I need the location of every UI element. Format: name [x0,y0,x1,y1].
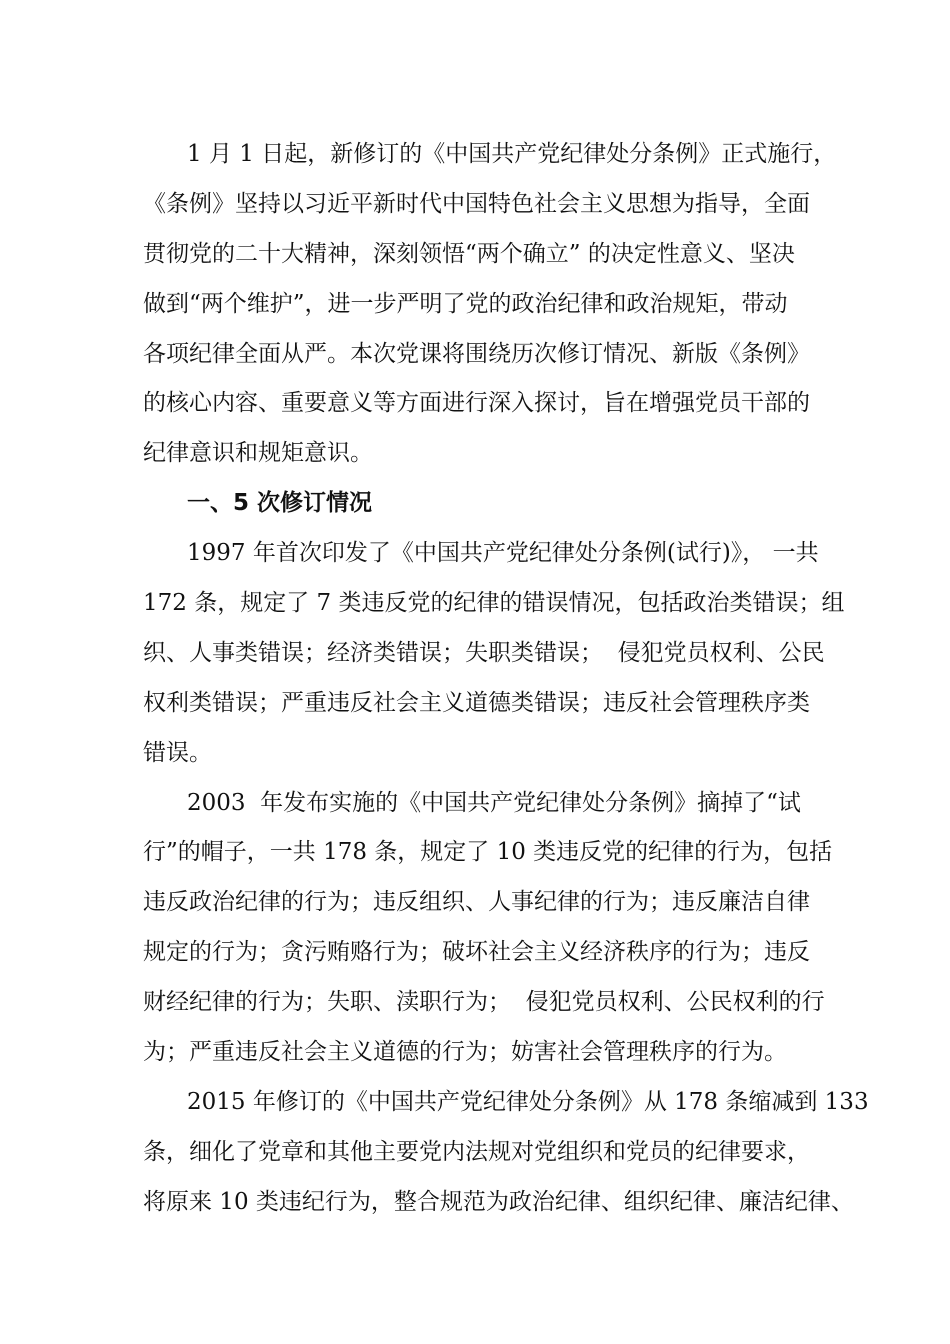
text-line: 做到“两个维护”，进一步严明了党的政治纪律和政治规矩，带动 [143,290,788,317]
text-line: 贯彻党的二十大精神，深刻领悟“两个确立” 的决定性意义、坚决 [143,240,795,267]
text-line: 财经纪律的行为；失职、渎职行为； 侵犯党员权利、公民权利的行 [143,989,825,1016]
text-line: 违反政治纪律的行为；违反组织、人事纪律的行为；违反廉洁自律 [143,889,810,916]
document-body [143,130,869,1228]
text-line: 各项纪律全面从严。本次党课将围绕历次修订情况、新版《条例》 [143,340,810,367]
text-line: 条，细化了党章和其他主要党内法规对党组织和党员的纪律要求， [143,1138,810,1165]
section-heading [143,479,823,529]
text-line: 错误。 [143,739,212,766]
text-line: 为；严重违反社会主义道德的行为；妨害社会管理秩序的行为。 [143,1039,787,1066]
text-line: 2015 年修订的《中国共产党纪律处分条例》从 178 条缩减到 133 [187,1088,869,1115]
text-line: 行”的帽子，一共 178 条，规定了 10 类违反党的纪律的行为，包括 [143,839,833,866]
text-line: 2003 年发布实施的《中国共产党纪律处分条例》摘掉了“试 [187,789,801,816]
text-line: 权利类错误；严重违反社会主义道德类错误；违反社会管理秩序类 [143,689,810,716]
text-line: 纪律意识和规矩意识。 [143,440,373,467]
text-line: 1997 年首次印发了《中国共产党纪律处分条例(试行)》， 一共 [187,540,819,567]
text-line: 将原来 10 类违纪行为，整合规范为政治纪律、组织纪律、廉洁纪律、 [143,1188,854,1215]
paragraph-1997 [143,529,845,778]
text-line: 织、人事类错误；经济类错误；失职类错误； 侵犯党员权利、公民 [143,639,825,666]
section-heading-text: 一、5 次修订情况 [187,490,373,517]
paragraph-2015 [143,1078,869,1228]
paragraph-2003 [143,779,833,1078]
text-line: 172 条，规定了 7 类违反党的纪律的错误情况，包括政治类错误；组 [143,590,845,617]
text-line: 《条例》坚持以习近平新时代中国特色社会主义思想为指导，全面 [143,190,810,217]
text-line: 1 月 1 日起，新修订的《中国共产党纪律处分条例》正式施行， [187,141,837,167]
paragraph-intro [143,130,837,479]
text-line: 的核心内容、重要意义等方面进行深入探讨，旨在增强党员干部的 [143,390,810,417]
text-line: 规定的行为；贪污贿赂行为；破坏社会主义经济秩序的行为；违反 [143,939,810,966]
